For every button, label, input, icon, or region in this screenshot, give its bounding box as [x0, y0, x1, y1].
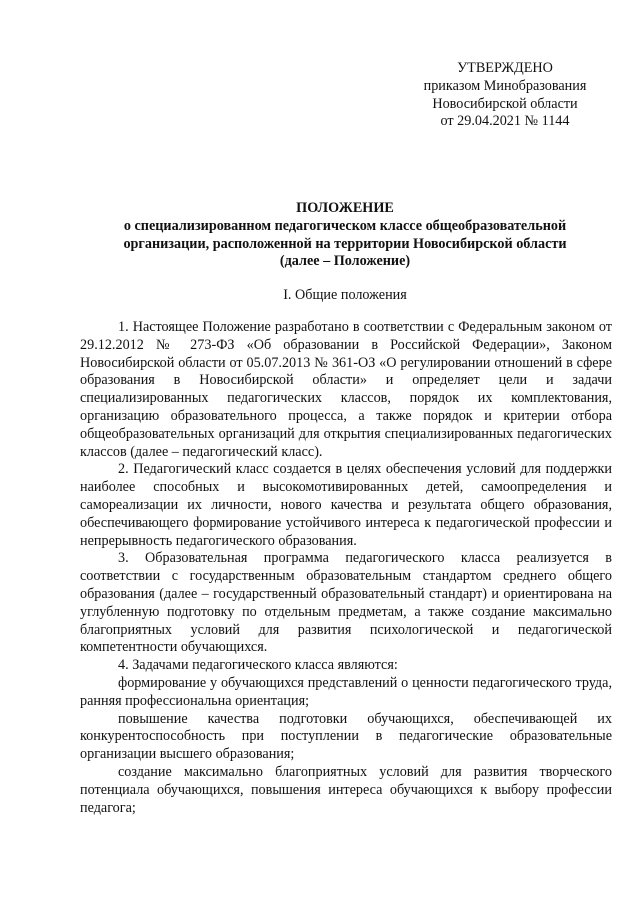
document-title — [60, 200, 630, 271]
paragraph: 2. Педагогический класс создается в целях обеспечения условий для поддержки наиболее способных и высокомотивированных детей, самоопределения и самореализации их личности, нового качества и результата общего образования, обеспечивающего формирование устойчивого интереса к педагогической профессии и непрерывность педагогического образования. — [80, 461, 612, 549]
paragraph: формирование у обучающихся представлений о ценности педагогического труда, ранняя профессиональна ориентация; — [80, 674, 612, 709]
title-line-2: организации, расположенной на территории Новосибирской области — [123, 235, 567, 252]
paragraph: создание максимально благоприятных условий для развития творческого потенциала обучающихся, повышения интереса обучающихся к выбору профессии педагога; — [80, 763, 612, 816]
paragraph: 4. Задачами педагогического класса являются: — [118, 657, 398, 674]
approval-line-region: Новосибирской области — [432, 95, 578, 112]
paragraph: 1. Настоящее Положение разработано в соответствии с Федеральным законом от 29.12.2012 № 273-ФЗ «Об образовании в Российской Федерации», Законом Новосибирской области от 05.07.2013 № 361-ОЗ «О регулировании отношений в сфере образования в Новосибирской области» и определяет цели и задачи специализированных педагогических классов, порядок их комплектования, организацию образовательного процесса, а также порядок и критерии отбора общеобразовательных организаций для открытия специализированных педагогических классов (далее – педагогический класс). — [80, 319, 612, 460]
approval-line-approved: УТВЕРЖДЕНО — [457, 60, 553, 76]
title-heading: ПОЛОЖЕНИЕ — [296, 200, 394, 216]
paragraph: повышение качества подготовки обучающихся, обеспечивающей их конкурентоспособность при поступлении в педагогические образовательные организации высшего образования; — [80, 710, 612, 763]
approval-line-date: от 29.04.2021 № 1144 — [440, 113, 570, 130]
approval-line-order: приказом Минобразования — [423, 77, 587, 94]
title-line-1: о специализированном педагогическом классе общеобразовательной — [123, 217, 567, 234]
paragraph: 3. Образовательная программа педагогического класса реализуется в соответствии с государственным образовательным стандартом среднего общего образования (далее – государственный образовательный стандарт) и ориентирована на углубленную подготовку по отдельным предметам, а также создание максимально благоприятных условий для развития психологической и педагогической компетентности обучающихся. — [80, 550, 612, 656]
approval-stamp — [410, 60, 600, 131]
document-body — [80, 319, 612, 817]
section-heading: I. Общие положения — [283, 287, 407, 303]
title-line-3: (далее – Положение) — [279, 253, 411, 270]
